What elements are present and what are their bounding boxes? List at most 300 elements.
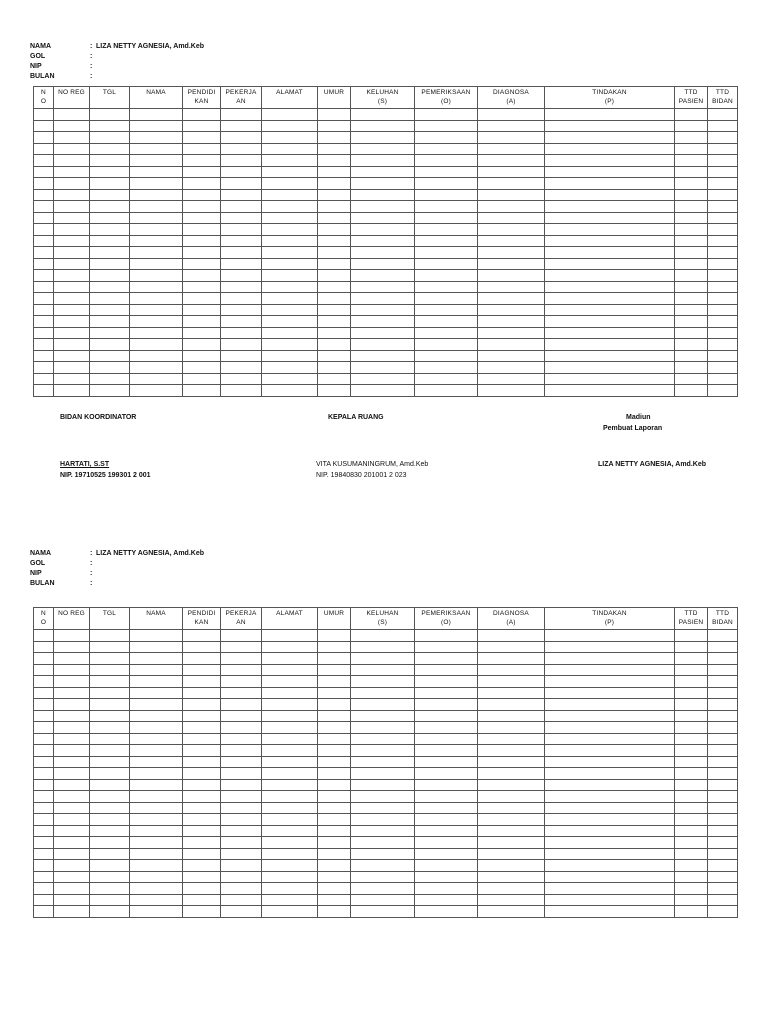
table-cell — [545, 373, 675, 385]
table-cell — [415, 722, 478, 734]
table-cell — [675, 201, 708, 213]
table-cell — [221, 166, 262, 178]
table-cell — [221, 293, 262, 305]
column-header — [351, 87, 415, 109]
table-cell — [708, 883, 738, 895]
kepala-ruang-nip: NIP. 19840830 201001 2 023 — [316, 472, 407, 479]
table-cell — [262, 327, 318, 339]
column-header-line1: NO REG — [58, 89, 85, 96]
table-cell — [54, 871, 90, 883]
table-cell — [262, 373, 318, 385]
table-cell — [183, 132, 221, 144]
table-row — [34, 791, 738, 803]
table-cell — [262, 802, 318, 814]
table-cell — [183, 201, 221, 213]
table-cell — [675, 270, 708, 282]
column-header-line1: KELUHAN — [366, 610, 399, 617]
table-cell — [183, 641, 221, 653]
table-cell — [675, 212, 708, 224]
table-cell — [262, 258, 318, 270]
table-cell — [90, 653, 130, 665]
table-cell — [675, 304, 708, 316]
table-cell — [54, 768, 90, 780]
column-header-line1: TGL — [102, 89, 117, 96]
table-cell — [318, 791, 351, 803]
table-cell — [221, 641, 262, 653]
table-cell — [708, 676, 738, 688]
table-cell — [318, 687, 351, 699]
table-row — [34, 201, 738, 213]
table-cell — [675, 120, 708, 132]
table-cell — [130, 224, 183, 236]
column-header — [318, 608, 351, 630]
table-cell — [478, 224, 545, 236]
column-header-line2: PASIEN — [678, 98, 704, 105]
table-cell — [221, 201, 262, 213]
table-cell — [675, 722, 708, 734]
table-cell — [90, 699, 130, 711]
table-cell — [90, 293, 130, 305]
column-header — [90, 87, 130, 109]
table-cell — [675, 860, 708, 872]
column-header-line1: UMUR — [323, 89, 345, 96]
table-cell — [318, 350, 351, 362]
table-cell — [351, 733, 415, 745]
table-cell — [90, 630, 130, 642]
nip-label: NIP — [30, 570, 42, 577]
column-header — [34, 608, 54, 630]
table-cell — [34, 293, 54, 305]
table-cell — [221, 825, 262, 837]
table-cell — [34, 825, 54, 837]
table-cell — [351, 641, 415, 653]
table-cell — [130, 676, 183, 688]
table-cell — [54, 224, 90, 236]
table-cell — [34, 235, 54, 247]
table-cell — [415, 894, 478, 906]
table-row — [34, 293, 738, 305]
table-cell — [90, 802, 130, 814]
table-cell — [675, 837, 708, 849]
table-cell — [90, 235, 130, 247]
table-row — [34, 189, 738, 201]
table-cell — [478, 155, 545, 167]
table-cell — [351, 385, 415, 397]
column-header — [318, 87, 351, 109]
table-cell — [318, 837, 351, 849]
table-cell — [545, 722, 675, 734]
table-cell — [221, 327, 262, 339]
table-cell — [545, 201, 675, 213]
table-cell — [318, 258, 351, 270]
table-cell — [545, 132, 675, 144]
table-cell — [545, 699, 675, 711]
table-cell — [34, 779, 54, 791]
table-row — [34, 825, 738, 837]
table-cell — [708, 722, 738, 734]
column-header-line2: O — [40, 619, 47, 626]
table-cell — [478, 906, 545, 918]
table-cell — [90, 201, 130, 213]
table-cell — [351, 848, 415, 860]
table-cell — [54, 385, 90, 397]
table-cell — [183, 339, 221, 351]
table-cell — [318, 768, 351, 780]
table-cell — [262, 653, 318, 665]
table-cell — [351, 894, 415, 906]
table-cell — [130, 327, 183, 339]
table-cell — [478, 779, 545, 791]
table-cell — [318, 385, 351, 397]
nama-label: NAMA — [30, 43, 51, 50]
table-cell — [90, 132, 130, 144]
table-cell — [262, 825, 318, 837]
table-cell — [34, 109, 54, 121]
table-cell — [130, 641, 183, 653]
table-cell — [130, 201, 183, 213]
table-cell — [130, 235, 183, 247]
table-cell — [675, 132, 708, 144]
table-cell — [130, 293, 183, 305]
table-cell — [478, 814, 545, 826]
table-cell — [545, 224, 675, 236]
table-cell — [54, 802, 90, 814]
column-header — [34, 87, 54, 109]
table-cell — [545, 641, 675, 653]
table-cell — [545, 837, 675, 849]
table-cell — [478, 385, 545, 397]
table-cell — [415, 350, 478, 362]
table-cell — [415, 710, 478, 722]
table-cell — [318, 155, 351, 167]
table-cell — [351, 906, 415, 918]
table-cell — [262, 235, 318, 247]
table-cell — [351, 825, 415, 837]
table-cell — [54, 143, 90, 155]
table-cell — [545, 825, 675, 837]
table-cell — [318, 664, 351, 676]
nama-value: LIZA NETTY AGNESIA, Amd.Keb — [96, 550, 204, 557]
table-cell — [90, 756, 130, 768]
table-cell — [262, 316, 318, 328]
table-cell — [54, 664, 90, 676]
table-cell — [708, 120, 738, 132]
column-header-line1: DIAGNOSA — [493, 89, 529, 96]
table-cell — [708, 143, 738, 155]
table-cell — [708, 189, 738, 201]
table-cell — [545, 281, 675, 293]
table-cell — [183, 860, 221, 872]
table-cell — [130, 304, 183, 316]
table-cell — [545, 676, 675, 688]
table-cell — [183, 756, 221, 768]
table-cell — [130, 120, 183, 132]
table-cell — [478, 894, 545, 906]
table-cell — [675, 779, 708, 791]
table-cell — [90, 676, 130, 688]
table-cell — [54, 745, 90, 757]
table-cell — [318, 235, 351, 247]
table-cell — [130, 710, 183, 722]
table-cell — [262, 385, 318, 397]
column-header — [708, 87, 738, 109]
table-cell — [183, 293, 221, 305]
table-cell — [90, 270, 130, 282]
table-cell — [34, 373, 54, 385]
table-cell — [545, 733, 675, 745]
table-cell — [415, 235, 478, 247]
table-cell — [90, 120, 130, 132]
table-cell — [351, 235, 415, 247]
column-header — [262, 87, 318, 109]
table-cell — [90, 281, 130, 293]
table-header-row — [34, 608, 738, 630]
table-cell — [415, 802, 478, 814]
table-cell — [351, 699, 415, 711]
table-cell — [54, 327, 90, 339]
table-cell — [415, 270, 478, 282]
table-cell — [318, 281, 351, 293]
column-header — [675, 608, 708, 630]
kepala-ruang-title: KEPALA RUANG — [328, 414, 384, 421]
table-cell — [34, 687, 54, 699]
table-cell — [478, 860, 545, 872]
table-cell — [54, 630, 90, 642]
table-cell — [351, 710, 415, 722]
table-cell — [415, 178, 478, 190]
table-cell — [34, 802, 54, 814]
table-cell — [262, 224, 318, 236]
table-row — [34, 653, 738, 665]
table-cell — [262, 281, 318, 293]
table-cell — [318, 143, 351, 155]
table-cell — [262, 155, 318, 167]
column-header-line2: PASIEN — [678, 619, 704, 626]
table-cell — [221, 362, 262, 374]
table-cell — [90, 791, 130, 803]
table-cell — [262, 166, 318, 178]
table-cell — [415, 120, 478, 132]
column-header — [478, 608, 545, 630]
table-cell — [545, 791, 675, 803]
table-cell — [545, 883, 675, 895]
table-cell — [478, 293, 545, 305]
table-cell — [34, 664, 54, 676]
table-cell — [183, 350, 221, 362]
table-row — [34, 802, 738, 814]
table-cell — [415, 166, 478, 178]
table-cell — [318, 894, 351, 906]
table-cell — [183, 166, 221, 178]
column-header-line2: BIDAN — [712, 619, 733, 626]
table-cell — [708, 385, 738, 397]
table-cell — [708, 825, 738, 837]
table-row — [34, 327, 738, 339]
column-header-line1: PENDIDI — [187, 89, 216, 96]
table-cell — [545, 258, 675, 270]
table-cell — [415, 733, 478, 745]
table-cell — [478, 791, 545, 803]
table-cell — [90, 155, 130, 167]
table-cell — [183, 848, 221, 860]
column-header — [54, 87, 90, 109]
table-cell — [351, 687, 415, 699]
table-cell — [415, 155, 478, 167]
table-row — [34, 155, 738, 167]
table-cell — [262, 699, 318, 711]
column-header-line2: (O) — [441, 98, 451, 105]
table-cell — [34, 350, 54, 362]
table-cell — [415, 779, 478, 791]
table-cell — [90, 350, 130, 362]
table-cell — [90, 258, 130, 270]
table-row — [34, 304, 738, 316]
table-cell — [708, 802, 738, 814]
column-header — [675, 87, 708, 109]
table-cell — [415, 212, 478, 224]
table-cell — [675, 641, 708, 653]
table-cell — [54, 653, 90, 665]
table-row — [34, 860, 738, 872]
table-cell — [54, 733, 90, 745]
table-cell — [54, 814, 90, 826]
table-row — [34, 779, 738, 791]
table-row — [34, 883, 738, 895]
table-row — [34, 894, 738, 906]
table-cell — [54, 155, 90, 167]
table-cell — [675, 293, 708, 305]
table-cell — [90, 385, 130, 397]
table-cell — [183, 120, 221, 132]
table-cell — [34, 883, 54, 895]
table-row — [34, 664, 738, 676]
table-cell — [318, 814, 351, 826]
table-cell — [54, 756, 90, 768]
table-cell — [34, 699, 54, 711]
column-header-line2: (O) — [441, 619, 451, 626]
table-cell — [318, 339, 351, 351]
table-cell — [183, 224, 221, 236]
table-cell — [262, 201, 318, 213]
table-cell — [318, 756, 351, 768]
table-cell — [318, 676, 351, 688]
table-cell — [675, 848, 708, 860]
table-cell — [478, 373, 545, 385]
header-info: NAMA : LIZA NETTY AGNESIA, Amd.Keb GOL : NIP : BULAN : — [30, 43, 204, 80]
table-cell — [545, 664, 675, 676]
table-cell — [318, 745, 351, 757]
table-cell — [34, 860, 54, 872]
table-cell — [34, 362, 54, 374]
table-row — [34, 722, 738, 734]
table-cell — [221, 848, 262, 860]
table-cell — [183, 791, 221, 803]
table-cell — [221, 281, 262, 293]
table-cell — [318, 304, 351, 316]
table-cell — [675, 871, 708, 883]
table-cell — [54, 722, 90, 734]
table-cell — [415, 860, 478, 872]
table-cell — [708, 109, 738, 121]
table-cell — [54, 258, 90, 270]
table-cell — [54, 201, 90, 213]
table-cell — [351, 155, 415, 167]
table-cell — [221, 664, 262, 676]
table-cell — [545, 189, 675, 201]
table-cell — [34, 132, 54, 144]
table-cell — [415, 304, 478, 316]
table-cell — [708, 768, 738, 780]
table-cell — [90, 837, 130, 849]
table-cell — [708, 630, 738, 642]
table-cell — [262, 733, 318, 745]
table-cell — [708, 814, 738, 826]
table-cell — [318, 848, 351, 860]
table-cell — [183, 733, 221, 745]
table-cell — [130, 733, 183, 745]
table-cell — [708, 362, 738, 374]
table-cell — [130, 894, 183, 906]
table-cell — [351, 814, 415, 826]
table-cell — [90, 224, 130, 236]
table-cell — [183, 871, 221, 883]
table-cell — [545, 848, 675, 860]
column-header-line1: TTD — [715, 89, 730, 96]
table-cell — [708, 350, 738, 362]
table-cell — [130, 362, 183, 374]
table-cell — [318, 630, 351, 642]
column-header-line1: NAMA — [146, 89, 166, 96]
table-cell — [90, 664, 130, 676]
table-cell — [130, 825, 183, 837]
table-cell — [183, 779, 221, 791]
table-cell — [675, 247, 708, 259]
bidan-koordinator-name: HARTATI, S.ST — [60, 461, 110, 468]
column-header-line1: PEKERJA — [225, 89, 257, 96]
table-cell — [54, 270, 90, 282]
table-cell — [183, 630, 221, 642]
table-cell — [318, 641, 351, 653]
table-cell — [90, 339, 130, 351]
table-cell — [318, 906, 351, 918]
table-cell — [675, 350, 708, 362]
table-cell — [262, 350, 318, 362]
table-cell — [478, 304, 545, 316]
table-cell — [478, 630, 545, 642]
table-cell — [221, 189, 262, 201]
table-cell — [318, 224, 351, 236]
table-cell — [262, 641, 318, 653]
table-cell — [478, 641, 545, 653]
table-cell — [545, 120, 675, 132]
column-header — [130, 87, 183, 109]
table-cell — [130, 687, 183, 699]
column-header — [262, 608, 318, 630]
table-cell — [183, 362, 221, 374]
table-cell — [221, 143, 262, 155]
table-cell — [130, 630, 183, 642]
table-cell — [415, 385, 478, 397]
table-cell — [221, 871, 262, 883]
table-cell — [478, 745, 545, 757]
table-cell — [183, 258, 221, 270]
table-cell — [545, 109, 675, 121]
table-cell — [675, 143, 708, 155]
table-cell — [221, 155, 262, 167]
table-cell — [183, 155, 221, 167]
table-cell — [262, 814, 318, 826]
table-cell — [34, 733, 54, 745]
